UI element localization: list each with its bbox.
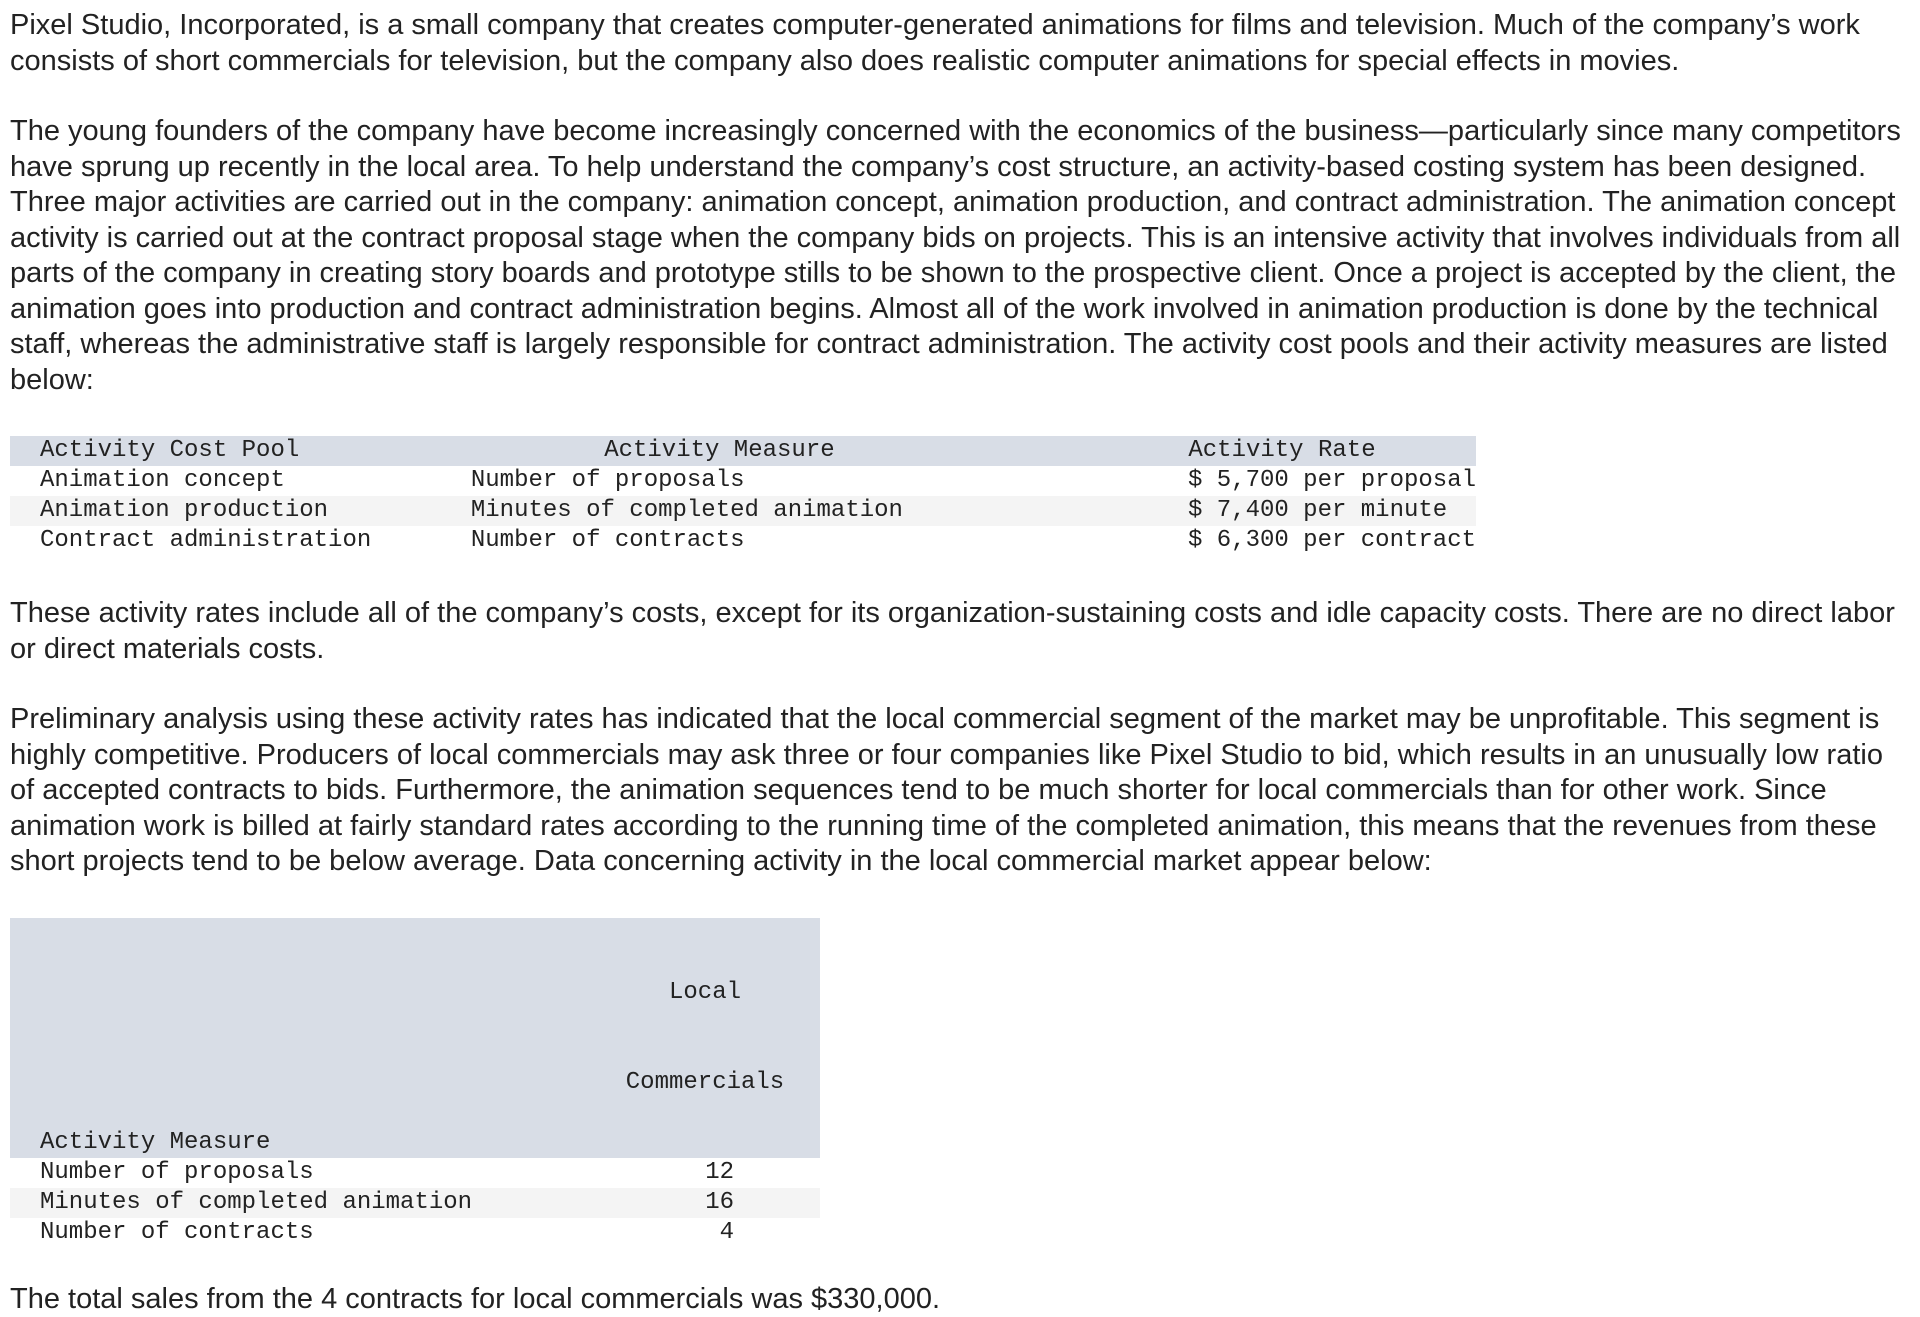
intro-paragraph: Pixel Studio, Incorporated, is a small company that creates computer-generated animations for films and television. Much of the company’s work consists of short commercials for television, but the company also does realistic computer animations for special effects in movies. (10, 8, 1910, 79)
header-activity-rate: Activity Rate (1118, 436, 1476, 466)
table-row (10, 526, 1476, 556)
founders-paragraph: The young founders of the company have become increasingly concerned with the economics of the business—particularly since many competitors have sprung up recently in the local area. To help understand the company’s cost structure, an activity-based costing system has been designed. Three major activities are carried out in the company: animation concept, animation production, and contract administration. The animation concept activity is carried out at the contract proposal stage when the company bids on projects. This is an intensive activity that involves individuals from all parts of the company in creating story boards and prototype stills to be shown to the prospective client. Once a project is accepted by the client, the animation goes into production and contract administration begins. Almost all of the work involved in animation production is done by the technical staff, whereas the administrative staff is largely responsible for contract administration. The activity cost pools and their activity measures are listed below: (10, 114, 1910, 398)
cell-measure: Number of contracts (10, 1218, 620, 1248)
header-local-line2: Commercials (620, 1068, 790, 1098)
preliminary-paragraph: Preliminary analysis using these activity rates has indicated that the local commercial segment of the market may be unprofitable. This segment is highly competitive. Producers of local commercials may ask three or four companies like Pixel Studio to bid, which results in an unusually low ratio of accepted contracts to bids. Furthermore, the animation sequences tend to be much shorter for local commercials than for other work. Since animation work is billed at fairly standard rates according to the running time of the completed animation, this means that the revenues from these short projects tend to be below average. Data concerning activity in the local commercial market appear below: (10, 702, 1910, 880)
problem-page (10, 8, 1910, 1317)
table-row (10, 1188, 820, 1218)
cell-value: 12 (620, 1158, 820, 1188)
header-activity-measure: Activity Measure (10, 918, 620, 1158)
cell-measure: Minutes of completed animation (471, 496, 1118, 526)
cell-measure: Minutes of completed animation (10, 1188, 620, 1218)
header-activity-cost-pool: Activity Cost Pool (10, 436, 471, 466)
rates-note-paragraph: These activity rates include all of the company’s costs, except for its organization-sustaining costs and idle capacity costs. There are no direct labor or direct materials costs. (10, 596, 1910, 667)
table-row (10, 496, 1476, 526)
cell-pool: Animation production (10, 496, 471, 526)
cell-value: 4 (620, 1218, 820, 1248)
table-row (10, 466, 1476, 496)
cell-measure: Number of contracts (471, 526, 1118, 556)
cell-pool: Animation concept (10, 466, 471, 496)
header-local-line1: Local (620, 978, 790, 1008)
cell-measure: Number of proposals (471, 466, 1118, 496)
header-activity-measure: Activity Measure (471, 436, 1118, 466)
local-commercials-table (10, 918, 820, 1248)
header-local-commercials (620, 918, 820, 1158)
cell-rate: $ 7,400 per minute (1118, 496, 1476, 526)
cell-value: 16 (620, 1188, 820, 1218)
cell-pool: Contract administration (10, 526, 471, 556)
table-header-row (10, 436, 1476, 466)
cell-rate: $ 5,700 per proposal (1118, 466, 1476, 496)
cell-measure: Number of proposals (10, 1158, 620, 1188)
total-sales-paragraph: The total sales from the 4 contracts for local commercials was $330,000. (10, 1282, 1910, 1317)
cell-rate: $ 6,300 per contract (1118, 526, 1476, 556)
table-header-row (10, 918, 820, 1158)
activity-rates-table (10, 436, 1476, 556)
table-row (10, 1218, 820, 1248)
table-row (10, 1158, 820, 1188)
